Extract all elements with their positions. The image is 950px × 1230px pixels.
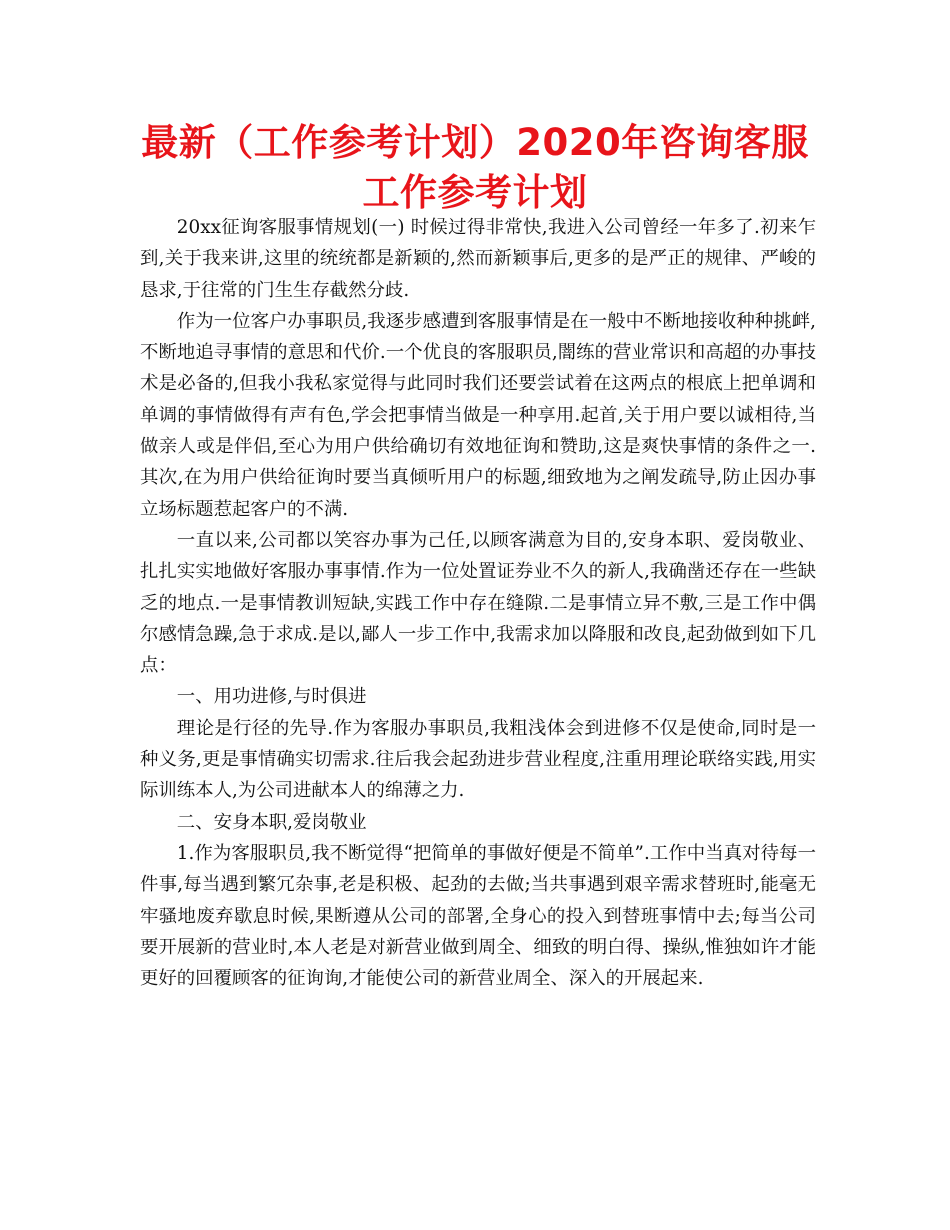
document-title: 最新（工作参考计划）2020年咨询客服工作参考计划 xyxy=(141,121,809,214)
section-heading: 二、安身本职,爱岗敬业 xyxy=(176,811,367,833)
document-body xyxy=(140,212,816,994)
paragraph: 理论是行径的先导.作为客服办事职员,我粗浅体会到进修不仅是使命,同时是一种义务,更是事情确实切需求.往后我会起劲进步营业程度,注重用理论联络实践,用实际训练本人,为公司进献本人的绵薄之力. xyxy=(140,717,816,802)
paragraph: 20xx征询客服事情规划(一) 时候过得非常快,我进入公司曾经一年多了.初来乍到,关于我来讲,这里的统统都是新颖的,然而新颖事后,更多的是严正的规律、严峻的恳求,于往常的门生生存截然分歧. xyxy=(140,217,816,301)
paragraph: 一直以来,公司都以笑容办事为己任,以顾客满意为目的,安身本职、爱岗敬业、扎扎实实地做好客服办事事情.作为一位处置证券业不久的新人,我确凿还存在一些缺乏的地点.一是事情教训短缺,实践工作中存在缝隙.二是事情立异不敷,三是工作中偶尔感情急躁,急于求成.是以,鄙人一步工作中,我需求加以降服和改良,起劲做到如下几点： xyxy=(140,529,816,677)
paragraph: 1.作为客服职员,我不断觉得“把简单的事做好便是不简单”.工作中当真对待每一件事,每当遇到繁冗杂事,老是积极、起劲的去做;当共事遇到艰辛需求替班时,能毫无牢骚地废弃歇息时候,果断遵从公司的部署,全身心的投入到替班事情中去;每当公司要开展新的营业时,本人老是对新营业做到周全、细致的明白得、操纵,惟独如许才能更好的回覆顾客的征询询,才能使公司的新营业周全、深入的开展起来. xyxy=(140,842,816,990)
paragraph: 作为一位客户办事职员,我逐步感遭到客服事情是在一般中不断地接收种种挑衅,不断地追寻事情的意思和代价.一个优良的客服职员,闇练的营业常识和高超的办事技术是必备的,但我小我私家觉得与此同时我们还要尝试着在这两点的根底上把单调和单调的事情做得有声有色,学会把事情当做是一种享用.起首,关于用户要以诚相待,当做亲人或是伴侣,至心为用户供给确切有效地征询和赞助,这是爽快事情的条件之一.其次,在为用户供给征询时要当真倾听用户的标题,细致地为之阐发疏导,防止因办事立场标题惹起客户的不满. xyxy=(140,310,816,520)
section-heading: 一、用功进修,与时俱进 xyxy=(176,686,367,708)
